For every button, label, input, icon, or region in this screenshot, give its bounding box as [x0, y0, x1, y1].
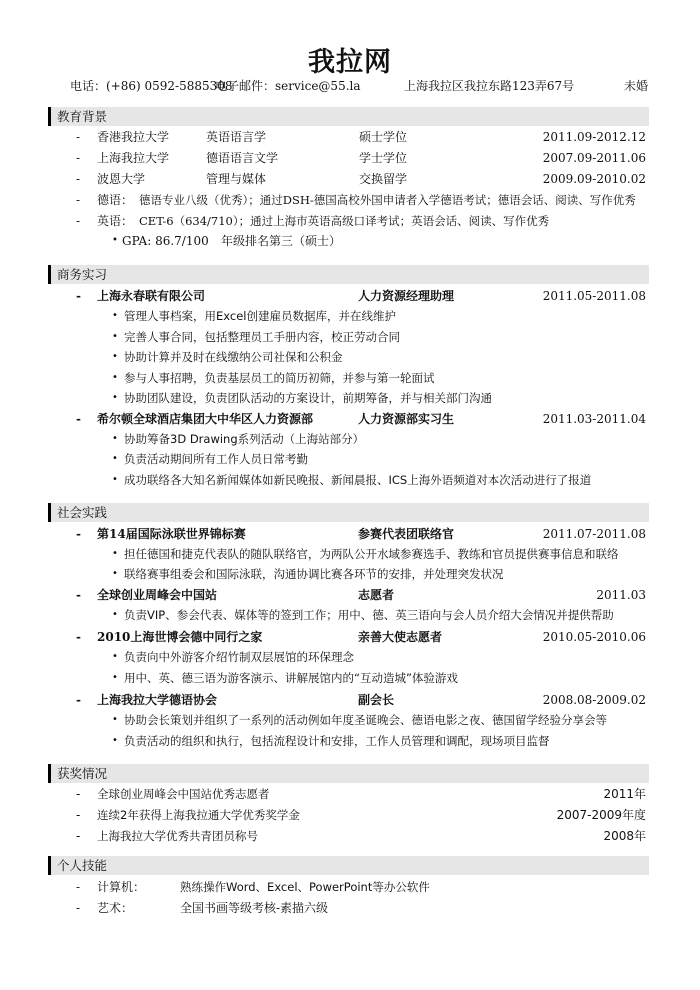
event-role: 志愿者 [358, 588, 395, 602]
activity-row [0, 627, 700, 647]
list-item-text: 参与人事招聘，负责基层员工的简历初筛，并参与第一轮面试 [124, 371, 435, 385]
list-item [0, 306, 700, 326]
english-label: 英语： [97, 214, 134, 228]
skill-text: 熟练操作Word、Excel、PowerPoint等办公软件 [180, 880, 430, 894]
list-item-text: 管理人事档案，用Excel创建雇员数据库，并在线维护 [124, 309, 396, 323]
bullet-marker: • [112, 310, 118, 321]
list-item [0, 564, 700, 584]
list-item-text: 协助筹备3D Drawing系列活动（上海站部分） [124, 432, 365, 446]
date: 2008.08-2009.02 [542, 693, 646, 707]
event-name: 上海我拉大学德语协会 [97, 693, 218, 707]
dash-marker: - [76, 630, 81, 644]
list-item-text: 负责活动期间所有工作人员日常考勤 [124, 452, 308, 466]
contact-address: 上海我拉区我拉东路123弄67号 [404, 79, 575, 93]
resume-name: 我拉网 [308, 47, 392, 78]
dash-marker: - [76, 693, 81, 707]
job-row [0, 409, 700, 429]
dash-marker: - [76, 527, 81, 541]
contact-phone: 电话：(+86) 0592-5885308 [70, 79, 233, 93]
contact-email: 电子邮件：service@55.la [215, 79, 361, 93]
list-item [0, 710, 700, 730]
section-heading-social: 社会实践 [48, 503, 649, 522]
dash-marker: - [76, 901, 81, 915]
company-name: 上海永春联有限公司 [97, 289, 206, 303]
bullet-marker: • [112, 372, 118, 383]
bullet-marker: • [112, 651, 118, 662]
list-item [0, 605, 700, 625]
list-item-text: 联络赛事组委会和国际泳联，沟通协调比赛各环节的安排，并处理突发状况 [124, 567, 504, 581]
award-text: 全球创业周峰会中国站优秀志愿者 [97, 787, 270, 801]
list-item-text: 负责向中外游客介绍竹制双层展馆的环保理念 [124, 650, 354, 664]
dash-marker: - [76, 588, 81, 602]
dash-marker: - [76, 151, 81, 165]
list-item [0, 544, 700, 564]
dash-marker: - [76, 787, 81, 801]
event-role: 亲善大使志愿者 [358, 630, 443, 644]
major: 英语语言学 [206, 130, 267, 144]
list-item [0, 368, 700, 388]
school-name: 上海我拉大学 [97, 151, 170, 165]
bullet-marker: • [112, 235, 118, 246]
list-item-text: 用中、英、德三语为游客演示、讲解展馆内的“互动造城”体验游戏 [124, 671, 458, 685]
dash-marker: - [76, 172, 81, 186]
list-item [0, 388, 700, 408]
award-row [0, 826, 700, 846]
list-item-text: 协助计算并及时在线缴纳公司社保和公积金 [124, 350, 343, 364]
school-name: 波恩大学 [97, 172, 146, 186]
school-name: 香港我拉大学 [97, 130, 170, 144]
bullet-marker: • [112, 548, 118, 559]
bullet-marker: • [112, 331, 118, 342]
bullet-marker: • [112, 474, 118, 485]
event-role: 参赛代表团联络官 [358, 527, 455, 541]
dash-marker: - [76, 289, 81, 303]
list-item-text: 成功联络各大知名新闻媒体如新民晚报、新闻晨报、ICS上海外语频道对本次活动进行了报道 [124, 473, 592, 487]
bullet-marker: • [112, 609, 118, 620]
list-item [0, 449, 700, 469]
award-row [0, 784, 700, 804]
activity-row [0, 690, 700, 710]
bullet-marker: • [112, 735, 118, 746]
job-role: 人力资源经理助理 [358, 289, 455, 303]
date: 2011.03 [596, 588, 646, 602]
degree: 交换留学 [359, 172, 408, 186]
award-row [0, 805, 700, 825]
dash-marker: - [76, 130, 81, 144]
date: 2009.09-2010.02 [542, 172, 646, 186]
degree: 学士学位 [359, 151, 408, 165]
bullet-marker: • [112, 453, 118, 464]
date: 2011.05-2011.08 [542, 289, 646, 303]
major: 管理与媒体 [206, 172, 267, 186]
english-text: CET-6（634/710）；通过上海市英语高级口译考试；英语会话、阅读、写作优秀 [139, 214, 550, 228]
bullet-marker: • [112, 351, 118, 362]
company-name: 希尔顿全球酒店集团大中华区人力资源部 [97, 412, 314, 426]
gpa-row [0, 231, 700, 251]
bullet-marker: • [112, 568, 118, 579]
education-row [0, 169, 700, 189]
german-text: 德语专业八级（优秀）；通过DSH-德国高校外国申请者入学德语考试；德语会话、阅读、写作优秀 [139, 193, 636, 207]
bullet-marker: • [112, 714, 118, 725]
english-skill-row [0, 211, 700, 231]
gpa: GPA: 86.7/100 [122, 234, 209, 248]
degree: 硕士学位 [359, 130, 408, 144]
bullet-marker: • [112, 433, 118, 444]
list-item-text: 负责活动的组织和执行，包括流程设计和安排，工作人员管理和调配，现场项目监督 [124, 734, 550, 748]
dash-marker: - [76, 214, 81, 228]
section-heading-education: 教育背景 [48, 107, 649, 126]
date: 2011.07-2011.08 [542, 527, 646, 541]
skill-row [0, 877, 700, 897]
date: 2011.03-2011.04 [542, 412, 646, 426]
bullet-marker: • [112, 392, 118, 403]
award-text: 上海我拉大学优秀共青团员称号 [97, 829, 258, 843]
list-item-text: 负责VIP、参会代表、媒体等的签到工作；用中、德、英三语向与会人员介绍大会情况并提供帮助 [124, 608, 614, 622]
event-name: 全球创业周峰会中国站 [97, 588, 218, 602]
activity-row [0, 524, 700, 544]
list-item [0, 731, 700, 751]
dash-marker: - [76, 880, 81, 894]
event-name: 2010上海世博会德中同行之家 [97, 630, 263, 644]
date: 2007.09-2011.06 [542, 151, 646, 165]
list-item-text: 协助会长策划并组织了一系列的活动例如年度圣诞晚会、德语电影之夜、德国留学经验分享会等 [124, 713, 607, 727]
job-role: 人力资源部实习生 [358, 412, 455, 426]
event-name: 第14届国际泳联世界锦标赛 [97, 527, 246, 541]
list-item [0, 647, 700, 667]
education-row [0, 127, 700, 147]
dash-marker: - [76, 412, 81, 426]
dash-marker: - [76, 829, 81, 843]
section-heading-internship: 商务实习 [48, 265, 649, 284]
list-item [0, 470, 700, 490]
education-row [0, 148, 700, 168]
list-item [0, 347, 700, 367]
german-skill-row [0, 190, 700, 210]
activity-row [0, 585, 700, 605]
list-item-text: 协助团队建设，负责团队活动的方案设计，前期筹备，并与相关部门沟通 [124, 391, 492, 405]
dash-marker: - [76, 193, 81, 207]
list-item [0, 327, 700, 347]
major: 德语语言文学 [206, 151, 279, 165]
list-item-text: 担任德国和捷克代表队的随队联络官，为两队公开水域参赛选手、教练和官员提供赛事信息和联络 [124, 547, 619, 561]
section-heading-skills: 个人技能 [48, 856, 649, 875]
event-role: 副会长 [358, 693, 395, 707]
skill-row [0, 898, 700, 918]
skill-text: 全国书画等级考核-素描六级 [180, 901, 329, 915]
bullet-marker: • [112, 672, 118, 683]
skill-label: 艺术： [97, 901, 134, 915]
date: 2007-2009年度 [556, 808, 646, 822]
list-item [0, 668, 700, 688]
date: 2010.05-2010.06 [542, 630, 646, 644]
job-row [0, 286, 700, 306]
marital-status: 未婚 [624, 79, 649, 93]
date: 2011年 [603, 787, 646, 801]
date: 2011.09-2012.12 [542, 130, 646, 144]
rank: 年级排名第三（硕士） [221, 234, 342, 248]
german-label: 德语： [97, 193, 134, 207]
list-item [0, 429, 700, 449]
section-heading-awards: 获奖情况 [48, 764, 649, 783]
list-item-text: 完善人事合同，包括整理员工手册内容，校正劳动合同 [124, 330, 400, 344]
dash-marker: - [76, 808, 81, 822]
skill-label: 计算机： [97, 880, 146, 894]
award-text: 连续2年获得上海我拉通大学优秀奖学金 [97, 808, 300, 822]
date: 2008年 [603, 829, 646, 843]
